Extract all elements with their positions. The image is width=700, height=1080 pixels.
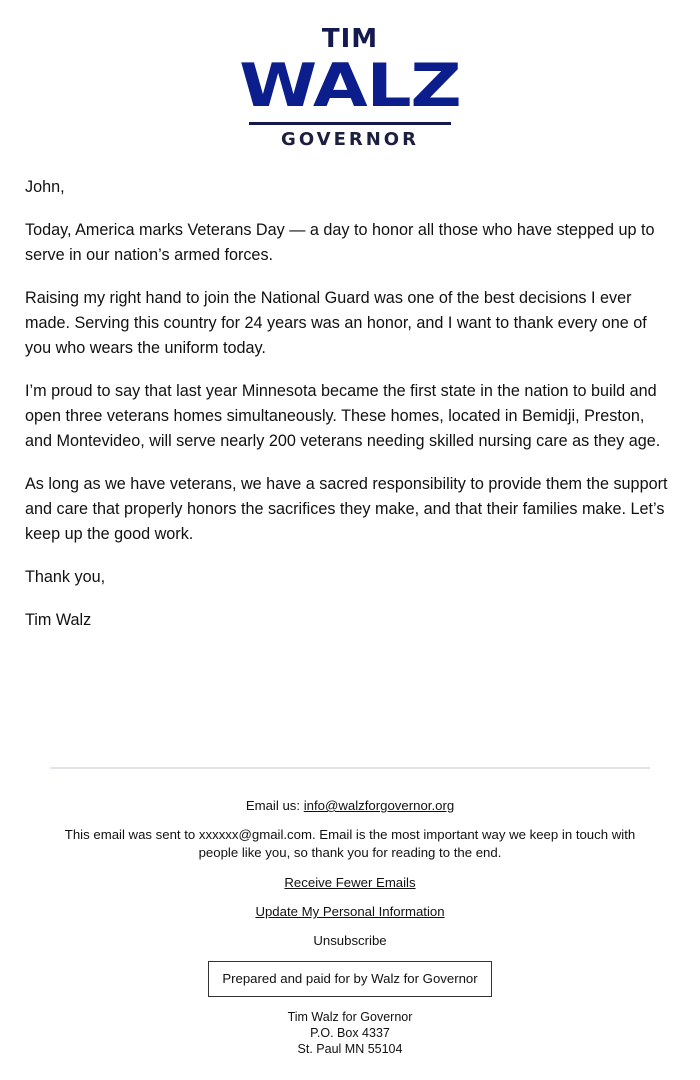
paragraph: Raising my right hand to join the National Guard was one of the best decisions I ever made. Serving this country for 24 years was an honor, and I want to thank every one of you who wears the uniform today.	[25, 289, 647, 357]
logo-governor: GOVERNOR	[281, 129, 419, 150]
greeting: John,	[25, 178, 65, 196]
sent-notice: This email was sent to xxxxxx@gmail.com. Email is the most important way we keep in touch with people like you, so thank you for reading to the end.	[64, 827, 636, 860]
email-link[interactable]: info@walzforgovernor.org	[303, 798, 455, 813]
paragraph: Today, America marks Veterans Day — a day to honor all those who have stepped up to serve in our nation’s armed forces.	[25, 221, 655, 264]
paragraph: As long as we have veterans, we have a sacred responsibility to provide them the support and care that properly honors the sacrifices they make, and that their families make. Let’s keep up the good work.	[25, 475, 668, 543]
paid-for-disclaimer: Prepared and paid for by Walz for Governor	[208, 961, 491, 997]
paragraph: I’m proud to say that last year Minnesota became the first state in the nation to build and open three veterans homes simultaneously. These homes, located in Bemidji, Preston, and Montevideo, will serve nearly 200 veterans needing skilled nursing care as they age.	[25, 382, 661, 450]
update-info-link[interactable]: Update My Personal Information	[255, 904, 445, 919]
logo-rule	[249, 122, 451, 125]
mailing-address	[50, 1009, 650, 1057]
address-line: Tim Walz for Governor	[287, 1010, 413, 1024]
receive-fewer-emails-link[interactable]: Receive Fewer Emails	[284, 875, 416, 890]
email-label: Email us:	[245, 798, 301, 813]
tim-walz-governor-logo	[0, 24, 700, 151]
footer-divider	[50, 767, 650, 769]
logo-walz: WALZ	[239, 51, 461, 121]
address-line: P.O. Box 4337	[310, 1026, 390, 1040]
address-line: St. Paul MN 55104	[297, 1042, 403, 1056]
closing: Thank you,	[25, 568, 106, 586]
footer	[50, 797, 650, 1057]
signature: Tim Walz	[25, 611, 92, 629]
letter-body	[25, 175, 673, 651]
email-us-line	[50, 797, 650, 815]
logo-tim: TIM	[321, 24, 379, 54]
unsubscribe-link[interactable]: Unsubscribe	[313, 933, 387, 948]
